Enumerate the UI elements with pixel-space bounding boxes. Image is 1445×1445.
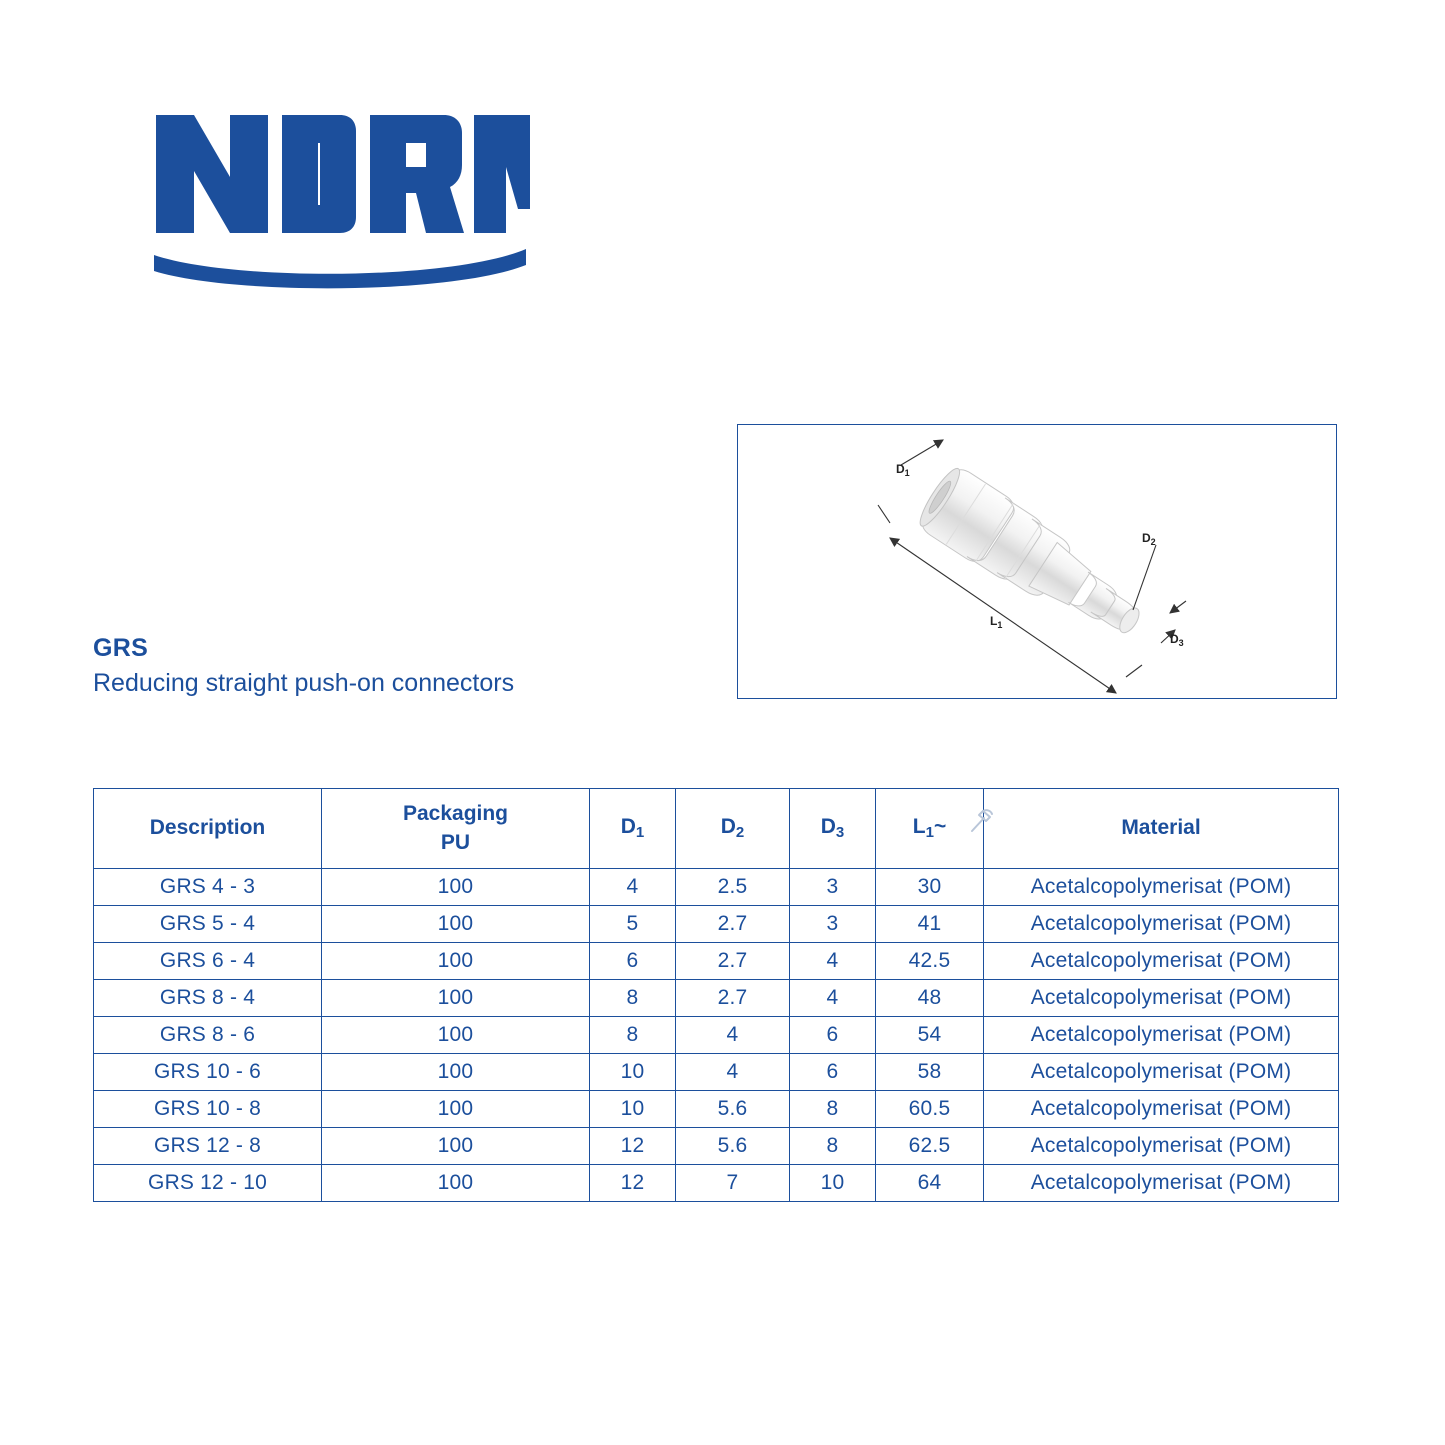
cell-l1: 41 [876, 906, 984, 943]
cell-l1: 60.5 [876, 1091, 984, 1128]
cell-d2: 2.7 [676, 980, 790, 1017]
table-row [94, 1128, 1339, 1165]
cell-d1: 10 [590, 1091, 676, 1128]
cell-packaging: 100 [322, 980, 590, 1017]
cell-d3: 4 [790, 980, 876, 1017]
cell-d2: 4 [676, 1017, 790, 1054]
cell-description: GRS 10 - 6 [94, 1054, 322, 1091]
dimension-d3-label: $D_3$ [1170, 632, 1184, 648]
cell-material: Acetalcopolymerisat (POM) [984, 943, 1339, 980]
header-d3-letter: D [820, 815, 836, 839]
table-row [94, 1017, 1339, 1054]
cell-material: Acetalcopolymerisat (POM) [984, 1054, 1339, 1091]
cell-d2: 7 [676, 1165, 790, 1202]
header-material: Material [984, 789, 1339, 869]
cell-description: GRS 8 - 6 [94, 1017, 322, 1054]
cell-material: Acetalcopolymerisat (POM) [984, 1091, 1339, 1128]
dimension-l1-label: $L_1$ [990, 614, 1003, 630]
cell-d1: 6 [590, 943, 676, 980]
norma-logo [150, 105, 530, 290]
cell-d1: 4 [590, 869, 676, 906]
cell-d1: 8 [590, 980, 676, 1017]
cell-packaging: 100 [322, 906, 590, 943]
header-d1-letter: D [620, 815, 636, 839]
cell-d3: 10 [790, 1165, 876, 1202]
cell-l1: 64 [876, 1165, 984, 1202]
cell-packaging: 100 [322, 1091, 590, 1128]
cell-packaging: 100 [322, 943, 590, 980]
header-d1-subscript: 1 [635, 824, 645, 842]
table-row [94, 1054, 1339, 1091]
dimension-d1 [901, 440, 943, 465]
cell-l1: 48 [876, 980, 984, 1017]
cell-d3: 6 [790, 1017, 876, 1054]
cell-packaging: 100 [322, 1165, 590, 1202]
product-description: Reducing straight push-on connectors [93, 668, 515, 697]
header-d2-letter: D [720, 815, 736, 839]
hammer-icon [966, 807, 996, 837]
dimension-d1-label: $D_1$ [896, 462, 910, 478]
cell-packaging: 100 [322, 1017, 590, 1054]
cell-material: Acetalcopolymerisat (POM) [984, 1165, 1339, 1202]
header-d2-subscript: 2 [735, 824, 745, 842]
header-d1 [590, 789, 676, 869]
cell-packaging: 100 [322, 1054, 590, 1091]
table-row [94, 869, 1339, 906]
cell-description: GRS 5 - 4 [94, 906, 322, 943]
specifications-table [93, 788, 1339, 1202]
cell-d3: 3 [790, 906, 876, 943]
cell-description: GRS 4 - 3 [94, 869, 322, 906]
cell-d2: 2.5 [676, 869, 790, 906]
cell-description: GRS 12 - 8 [94, 1128, 322, 1165]
cell-packaging: 100 [322, 1128, 590, 1165]
header-packaging-line2: PU [440, 830, 471, 854]
table-row [94, 1091, 1339, 1128]
cell-d2: 4 [676, 1054, 790, 1091]
cell-packaging: 100 [322, 869, 590, 906]
table-body [94, 869, 1339, 1202]
header-l1-subscript: 1 [925, 824, 934, 842]
connector-drawing [738, 425, 1335, 697]
cell-description: GRS 12 - 10 [94, 1165, 322, 1202]
cell-d3: 6 [790, 1054, 876, 1091]
cell-l1: 58 [876, 1054, 984, 1091]
cell-d1: 10 [590, 1054, 676, 1091]
cell-material: Acetalcopolymerisat (POM) [984, 1017, 1339, 1054]
cell-d1: 8 [590, 1017, 676, 1054]
header-packaging [322, 789, 590, 869]
cell-material: Acetalcopolymerisat (POM) [984, 869, 1339, 906]
header-description: Description [94, 789, 322, 869]
table-row [94, 906, 1339, 943]
cell-d2: 5.6 [676, 1091, 790, 1128]
connector-body [913, 462, 1155, 655]
cell-material: Acetalcopolymerisat (POM) [984, 906, 1339, 943]
cell-d1: 12 [590, 1165, 676, 1202]
table-row [94, 1165, 1339, 1202]
header-l1-tilde: ~ [933, 815, 947, 839]
table-header [94, 789, 1339, 869]
cell-l1: 62.5 [876, 1128, 984, 1165]
cell-d3: 3 [790, 869, 876, 906]
cell-l1: 54 [876, 1017, 984, 1054]
cell-d3: 8 [790, 1091, 876, 1128]
table-row [94, 943, 1339, 980]
cell-d1: 12 [590, 1128, 676, 1165]
header-l1 [876, 789, 984, 869]
table-header-row [94, 789, 1339, 869]
cell-d2: 5.6 [676, 1128, 790, 1165]
cell-d2: 2.7 [676, 906, 790, 943]
dimension-d2-label: $D_2$ [1142, 531, 1156, 547]
cell-description: GRS 6 - 4 [94, 943, 322, 980]
cell-d3: 8 [790, 1128, 876, 1165]
cell-d1: 5 [590, 906, 676, 943]
cell-l1: 42.5 [876, 943, 984, 980]
norma-logo-svg [150, 105, 530, 290]
header-l1-letter: L [912, 815, 926, 839]
cell-description: GRS 10 - 8 [94, 1091, 322, 1128]
cell-material: Acetalcopolymerisat (POM) [984, 980, 1339, 1017]
header-d3-subscript: 3 [835, 824, 845, 842]
header-packaging-line1: Packaging [402, 802, 509, 826]
header-d3 [790, 789, 876, 869]
cell-d3: 4 [790, 943, 876, 980]
table-row [94, 980, 1339, 1017]
cell-d2: 2.7 [676, 943, 790, 980]
technical-drawing-box [737, 424, 1337, 699]
cell-description: GRS 8 - 4 [94, 980, 322, 1017]
product-code: GRS [93, 634, 149, 662]
product-title-block [93, 635, 693, 697]
cell-l1: 30 [876, 869, 984, 906]
cell-material: Acetalcopolymerisat (POM) [984, 1128, 1339, 1165]
dimension-d2 [1133, 545, 1156, 610]
header-d2 [676, 789, 790, 869]
